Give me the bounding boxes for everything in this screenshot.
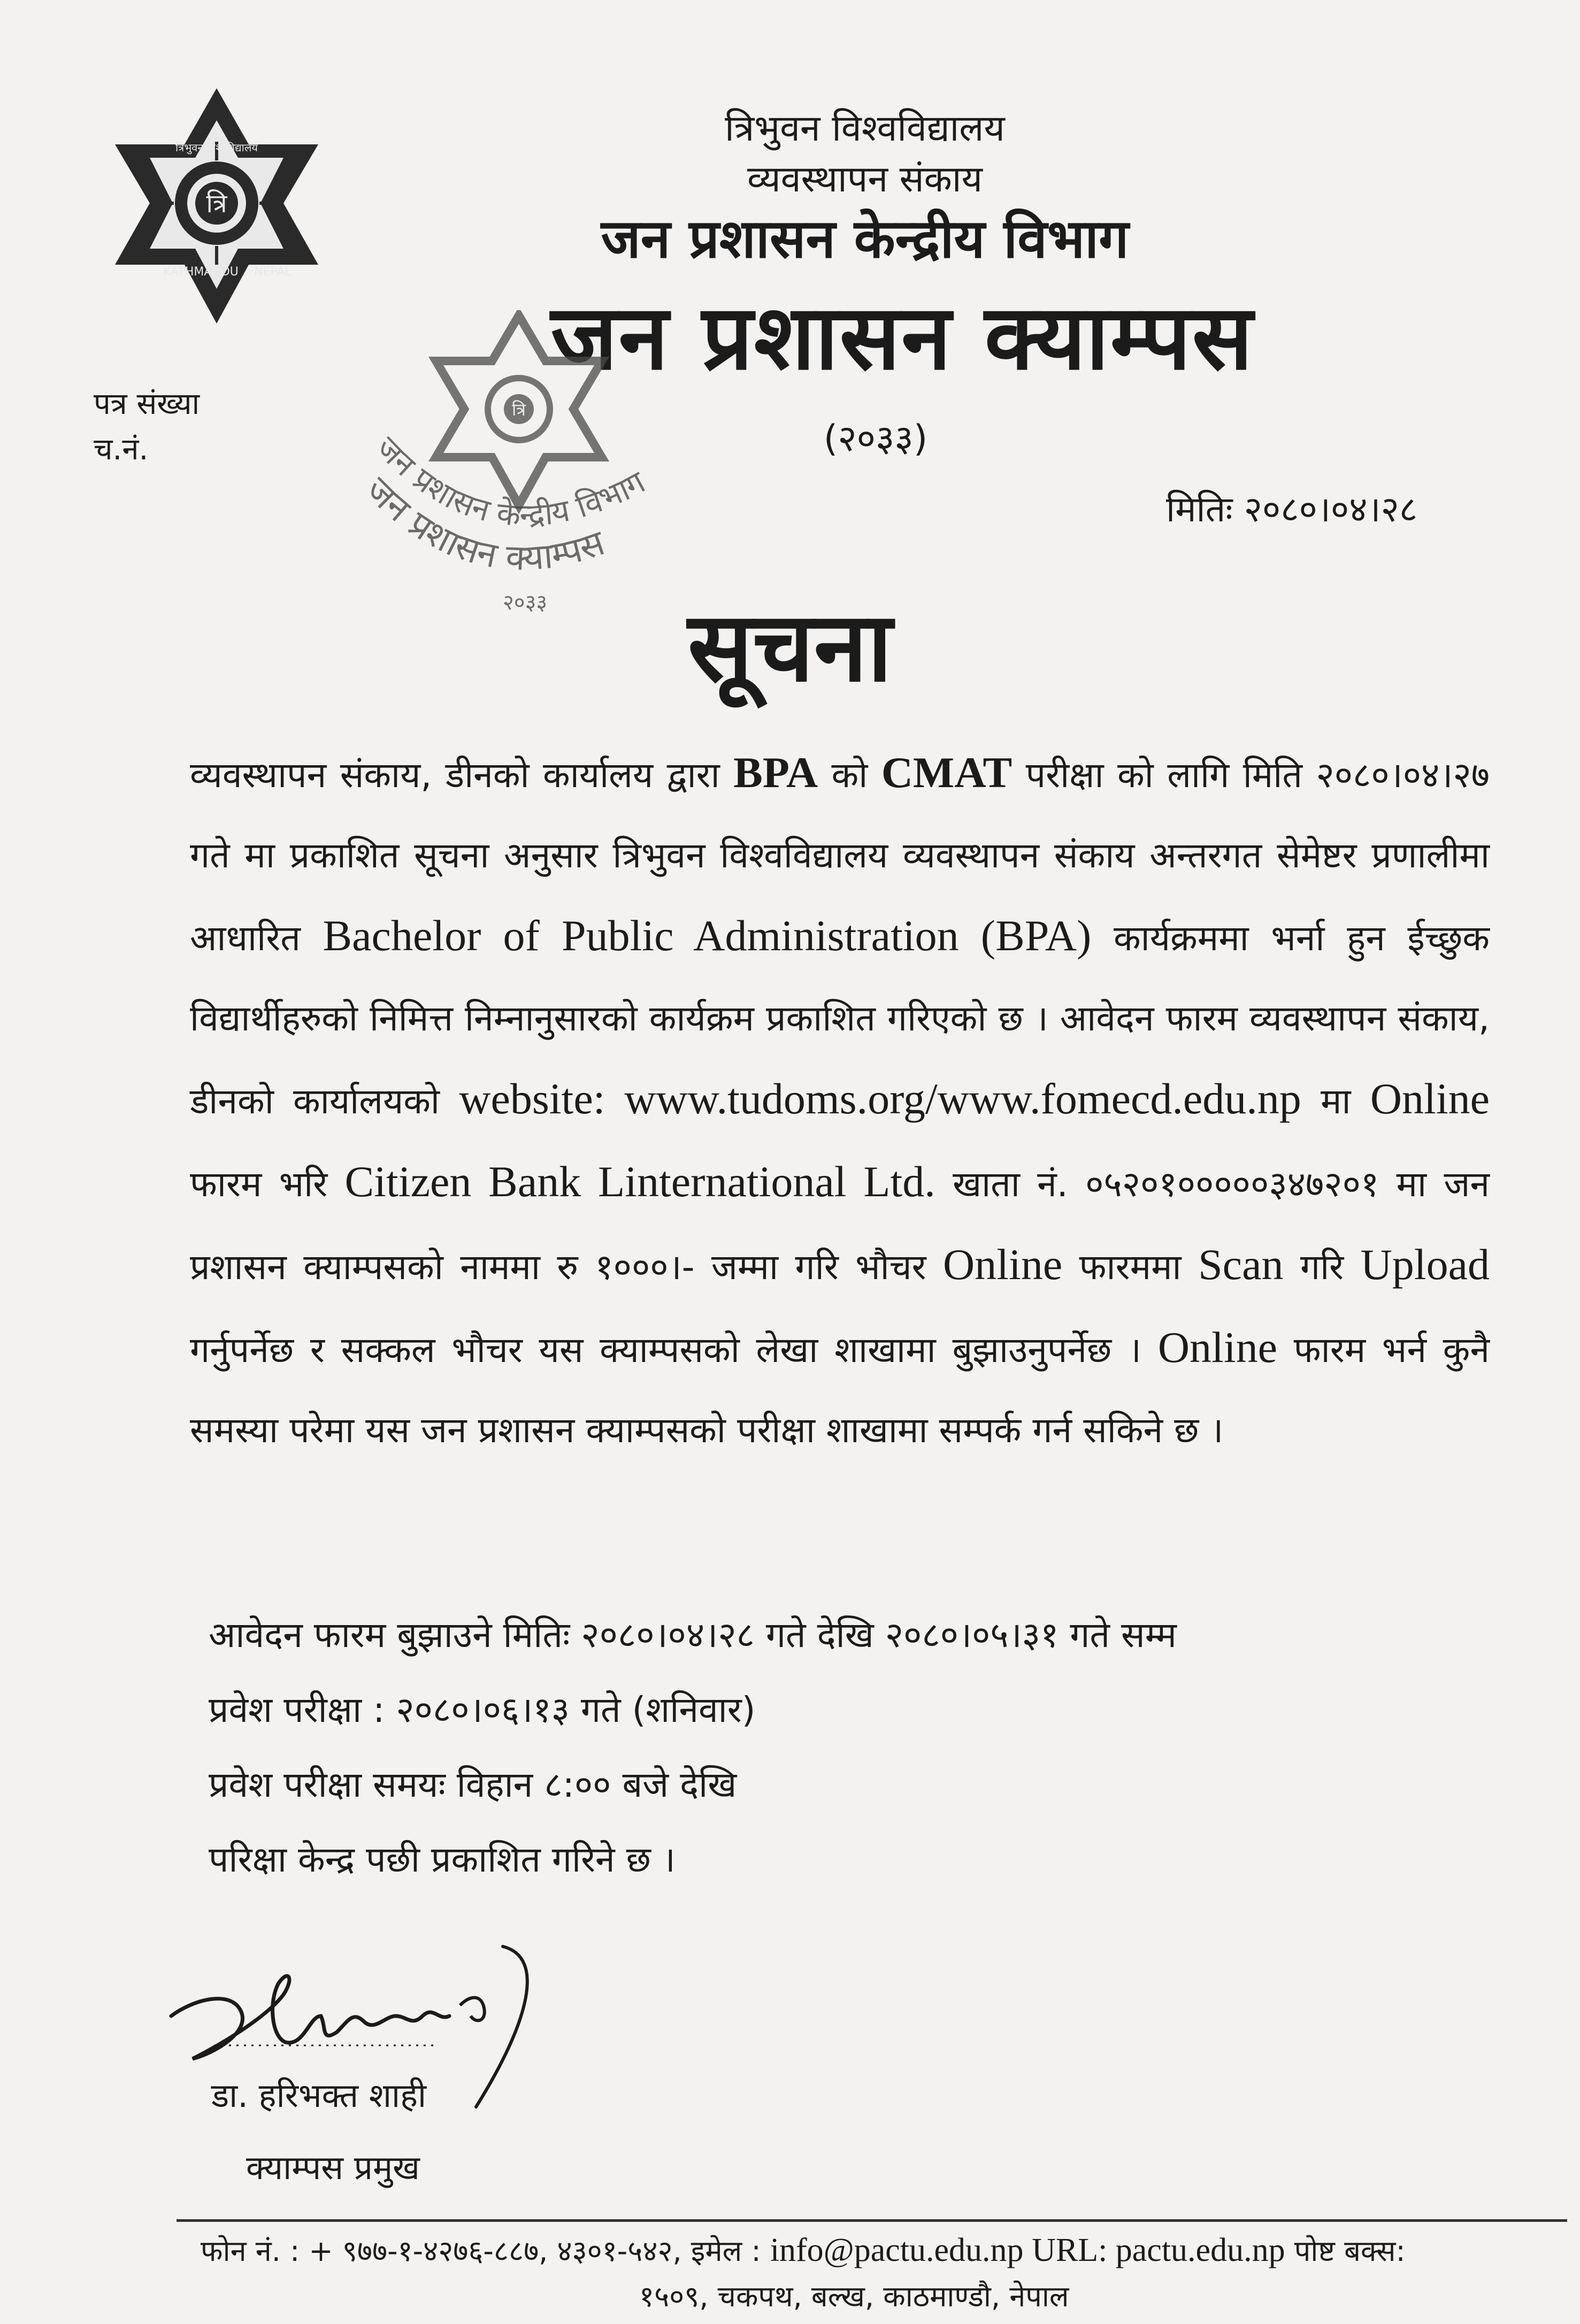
schedule-exam-center: परिक्षा केन्द्र पछी प्रकाशित गरिने छ । [209,1839,676,1880]
body-text: गर्नुपर्नेछ र सक्कल भौचर यस क्याम्पसको लेखा शाखामा बुझाउनुपर्नेछ । [190,1329,1158,1371]
stamp-arc-department: जन प्रशासन केन्द्रीय विभाग [369,429,651,534]
logo-text-nepal: NEPAL [254,265,292,279]
footer-url: URL: pactu.edu.np [1023,2232,1285,2268]
letter-number-label: पत्र संख्या [94,387,200,421]
body-text: फारम भरि [190,1164,345,1205]
svg-text:त्रि: त्रि [206,189,227,219]
notice-title: सूचना [687,591,893,703]
established-year: (२०३३) [823,418,928,460]
body-text: मा [1301,1081,1370,1122]
schedule-exam-date: प्रवेश परीक्षा : २०८०।०६।१३ गते (शनिवार) [209,1689,756,1730]
body-scan: Scan [1198,1240,1284,1289]
body-text: फारममा [1062,1246,1199,1288]
footer-phone: फोन नं. : + ९७७-१-४२७६-८८७, ४३०१-५४२, इमेल : [201,2234,770,2268]
footer-pobox: पोष्ट बक्स: [1285,2234,1406,2268]
svg-text:त्रि: त्रि [512,399,526,420]
notice-body [190,733,1490,1471]
footer-address: १५०९, चकपथ, बल्ख, काठमाण्डौ, नेपाल [639,2280,1069,2313]
logo-text-university: त्रिभुवन विश्वविद्यालय [175,141,258,154]
signatory-title: क्याम्पस प्रमुख [246,2148,420,2187]
campus-name: जन प्रशासन क्याम्पस [550,285,1254,390]
department-name: जन प्रशासन केन्द्रीय विभाग [601,207,1129,270]
dispatch-number-label: च.नं. [94,432,149,467]
body-text: खाता नं. ०५२०१०००००३४७२०१ मा जन प्रशासन क्याम्पसको नाममा रु १०००।- जम्मा गरि भौचर [190,1164,1490,1288]
body-text: गरि [1283,1246,1361,1288]
body-text: परीक्षा को लागि मिति २०८०।०४।२७ गते मा प्रकाशित सूचना अनुसार त्रिभुवन विश्वविद्यालय व्यवस्थापन संकाय अन्तरगत सेमेष्टर प्रणालीमा आधारित [190,755,1490,959]
footer-divider [177,2219,1567,2222]
body-text: फारम भर्न कुनै समस्या परेमा यस जन प्रशासन क्याम्पसको परीक्षा शाखामा सम्पर्क गर्न सकिने छ । [190,1329,1490,1451]
signatory-name: डा. हरिभक्त शाही [211,2076,427,2115]
body-online: Online [1157,1323,1277,1372]
body-text: कार्यक्रममा भर्ना हुन ईच्छुक विद्यार्थीहरुको निमित्त निम्नानुसारको कार्यक्रम प्रकाशित गरिएको छ । आवेदन फारम व्यवस्थापन संकाय, डीनको कार्यालयको [190,918,1490,1122]
body-text: व्यवस्थापन संकाय, डीनको कार्यालय द्वारा [190,755,734,796]
body-website: website: www.tudoms.org/www.fomecd.edu.np [459,1074,1301,1123]
schedule-application-dates: आवेदन फारम बुझाउने मितिः २०८०।०४।२८ गते देखि २०८०।०५।३१ गते सम्म [209,1614,1177,1656]
logo-text-kathmandu: KATHMANDU [163,265,239,279]
notice-date: मितिः २०८०।०४।२८ [1166,489,1418,530]
body-bpa: BPA [733,748,818,797]
stamp-year: २०३३ [503,590,548,615]
body-program-name: Bachelor of Public Administration (BPA) [323,911,1092,960]
body-upload: Upload [1360,1240,1490,1289]
footer-contact [201,2230,1406,2269]
university-name: त्रिभुवन विश्वविद्यालय [725,107,1005,150]
footer-email: info@pactu.edu.np [770,2232,1024,2268]
faculty-name: व्यवस्थापन संकाय [747,158,983,201]
body-online: Online [943,1240,1063,1289]
body-cmat: CMAT [881,748,1013,797]
body-bank-name: Citizen Bank Linternational Ltd. [344,1157,935,1206]
schedule-exam-time: प्रवेश परीक्षा समयः विहान ८:०० बजे देखि [209,1764,737,1805]
stamp-arc-campus: जन प्रशासन क्याम्पस [357,469,610,579]
body-text: को [818,755,881,796]
body-online: Online [1370,1074,1490,1123]
